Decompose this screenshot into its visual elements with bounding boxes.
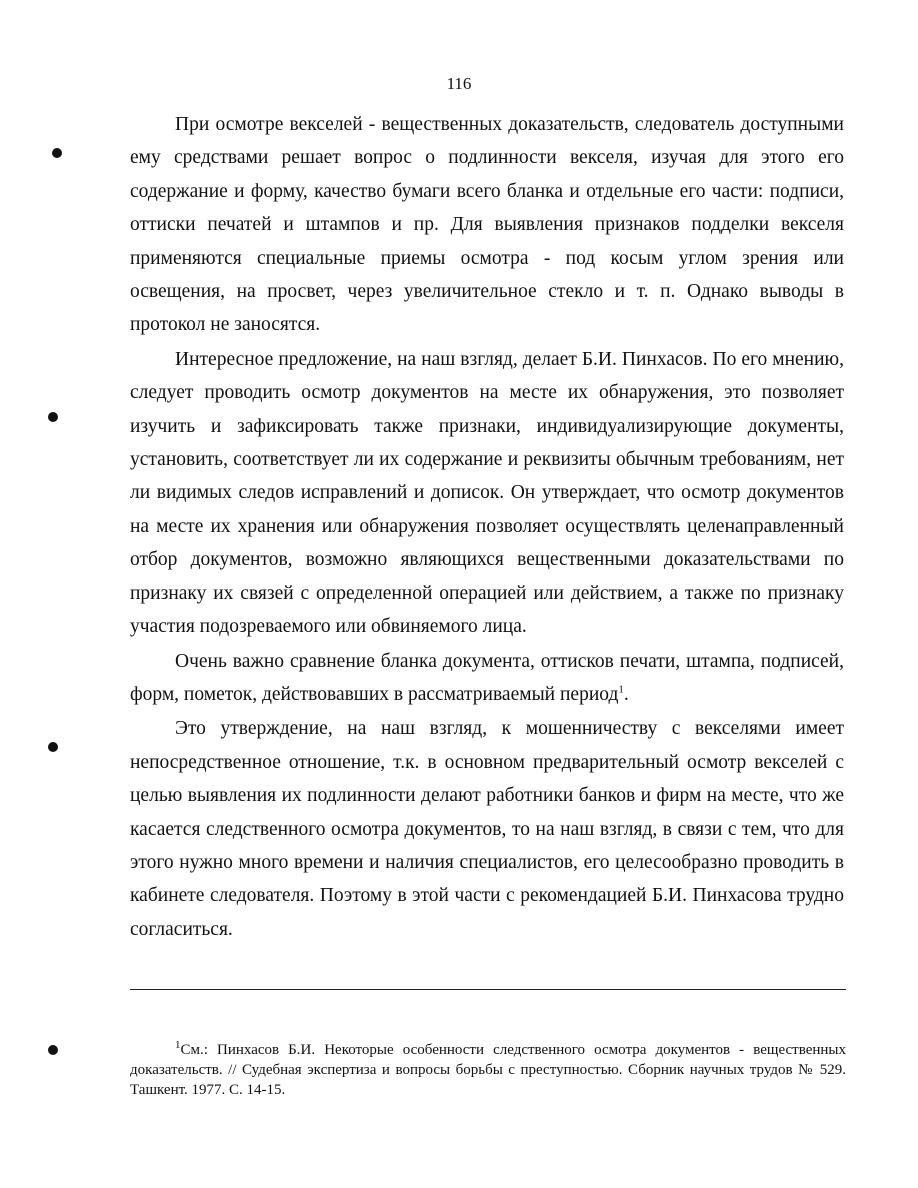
paragraph: Очень важно сравнение бланка документа, оттисков печати, штампа, подписей, форм, пометок, действовавших в рассматриваемый период$^1$.: [130, 650, 844, 705]
footnote-marker: 1: [175, 1039, 181, 1051]
paragraph: Это утверждение, на наш взгляд, к мошенничеству с векселями имеет непосредственное отношение, т.к. в основном предварительный осмотр векселей с целью выявления их подлинности делают работники банков и фирм на месте, что же касается следственного осмотра документов, то на наш взгляд, в связи с тем, что для этого нужно много времени и наличия специалистов, его целесообразно проводить в кабинете следователя. Поэтому в этой части с рекомендацией Б.И. Пинхасова трудно согласиться.: [130, 718, 844, 940]
paragraph-text: Очень важно сравнение бланка документа, оттисков печати, штампа, подписей, форм, пометок, действовавших в рассматриваемый период: [130, 650, 844, 705]
margin-dot: [52, 148, 62, 158]
paragraph: При осмотре векселей - вещественных доказательств, следователь доступными ему средствами решает вопрос о подлинности векселя, изучая для этого его содержание и форму, качество бумаги всего бланка и отдельные его части: подписи, оттиски печатей и штампов и пр. Для выявления признаков подделки векселя применяются специальные приемы осмотра - под косым углом зрения или освещения, на просвет, через увеличительное стекло и т. п. Однако выводы в протокол не заносятся.: [130, 114, 844, 336]
margin-dot: [48, 1045, 58, 1055]
page-number: 116: [446, 74, 472, 93]
footnote: [130, 1040, 846, 1100]
margin-dot: [48, 742, 58, 752]
body-text: [130, 108, 844, 947]
footnote-text: См.: Пинхасов Б.И. Некоторые особенности следственного осмотра документов - вещественных доказательств. // Судебная экспертиза и вопросы борьбы с преступностью. Сборник научных трудов № 529. Ташкент. 1977. С. 14-15.: [130, 1042, 846, 1098]
footnote-divider: [130, 989, 846, 990]
margin-dot: [48, 412, 58, 422]
footnote-reference: 1: [618, 683, 624, 696]
paragraph: Интересное предложение, на наш взгляд, делает Б.И. Пинхасов. По его мнению, следует проводить осмотр документов на месте их обнаружения, это позволяет изучить и зафиксировать также признаки, индивидуализирующие документы, установить, соответствует ли их содержание и реквизиты обычным требованиям, нет ли видимых следов исправлений и дописок. Он утверждает, что осмотр документов на месте их хранения или обнаружения позволяет осуществлять целенаправленный отбор документов, возможно являющихся вещественными доказательствами по признаку их связей с определенной операцией или действием, а также по признаку участия подозреваемого или обвиняемого лица.: [130, 348, 844, 638]
